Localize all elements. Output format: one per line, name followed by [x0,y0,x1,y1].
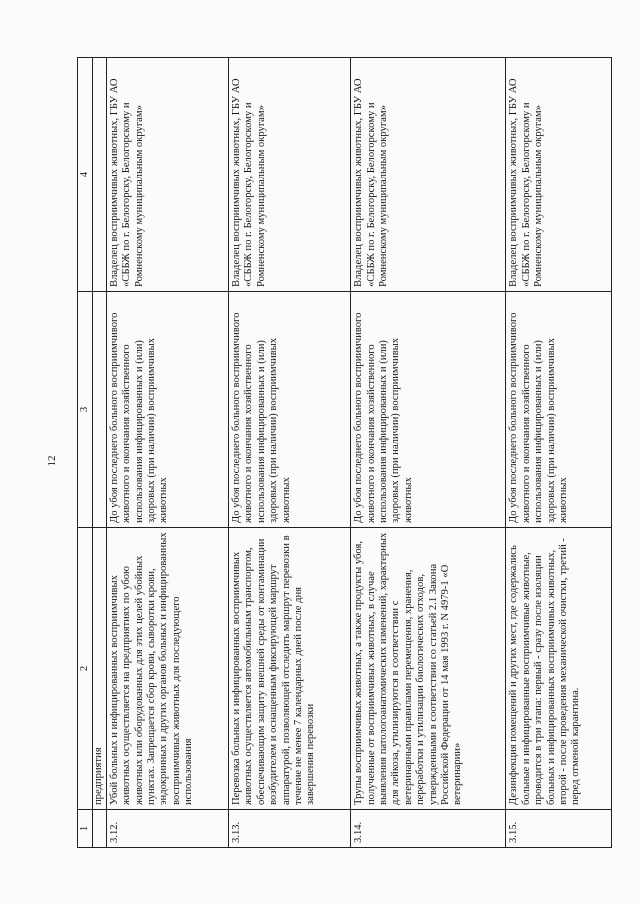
table-row [351,58,506,848]
header-col-4: 4 [78,58,93,292]
table-row [228,58,350,848]
row-action: Дезинфекция помещений и других мест, где содержались больные и инфицированные восприимчивые животные, проводится в три этапа: первый - сразу после изоляции больных и инфицированных восприимчивых животных, второй - после проведения механической очистки, третий - перед отменой карантина. [506,528,612,810]
page-number: 12 [46,455,58,467]
row-responsible: Владелец восприимчивых животных, ГБУ АО «СББЖ по г. Белогорску, Белогорскому и Ромненскому муниципальным округам» [351,58,506,292]
row-action: Убой больных и инфицированных восприимчивых животных осуществляется на предприятиях по убою животных или оборудованных для этих целей убойных пунктах. Запрещается сбор крови, сыворотки крови, эндокринных и других органов больных и инфицированных восприимчивых животных для последующего использования [106,528,228,810]
row-number: 3.15. [506,810,612,848]
header-col-1: 1 [78,810,93,848]
row-term: До убоя последнего больного восприимчивого животного и окончания хозяйственного использования инфицированных и (или) здоровых (при наличии) восприимчивых животных [106,292,228,528]
continuation-row [93,58,106,848]
row-number: 3.14. [351,810,506,848]
table-region [77,58,612,848]
continuation-num [93,810,106,848]
row-term: До убоя последнего больного восприимчивого животного и окончания хозяйственного использования инфицированных и (или) здоровых (при наличии) восприимчивых животных [228,292,350,528]
row-term: До убоя последнего больного восприимчивого животного и окончания хозяйственного использования инфицированных и (или) здоровых (при наличии) восприимчивых животных [351,292,506,528]
row-action: Перевозка больных и инфицированных восприимчивых животных осуществляется автомобильным транспортом, обеспечивающим защиту внешней среды от контаминации возбудителем и оснащенным фиксирующей маршрут аппаратурой, позволяющей отследить маршрут перевозки в течение не менее 7 календарных дней после дня завершения перевозки [228,528,350,810]
row-number: 3.12. [106,810,228,848]
row-responsible: Владелец восприимчивых животных, ГБУ АО «СББЖ по г. Белогорску, Белогорскому и Ромненскому муниципальным округам» [228,58,350,292]
rotated-table-container [77,58,612,848]
table-row [106,58,228,848]
row-action: Трупы восприимчивых животных, а также продукты убоя, полученные от восприимчивых животных, в случае выявления патологоанатомических изменений, характерных для лейкоза, утилизируются в соответствии с ветеринарными правилами перемещения, хранения, переработки и утилизации биологических отходов, утвержденными в соответствии со статьей 2.1 Закона Российской Федерации от 14 мая 1993 г. N 4979-1 «О ветеринарии» [351,528,506,810]
row-number: 3.13. [228,810,350,848]
header-col-2: 2 [78,528,93,810]
table-row [506,58,612,848]
header-col-3: 3 [78,292,93,528]
measures-table [77,57,612,848]
continuation-term [93,292,106,528]
row-responsible: Владелец восприимчивых животных, ГБУ АО «СББЖ по г. Белогорску, Белогорскому и Ромненскому муниципальным округам» [106,58,228,292]
continuation-text: предприятия [93,528,106,810]
row-term: До убоя последнего больного восприимчивого животного и окончания хозяйственного использования инфицированных и (или) здоровых (при наличии) восприимчивых животных [506,292,612,528]
row-responsible: Владелец восприимчивых животных, ГБУ АО «СББЖ по г. Белогорску, Белогорскому и Ромненскому муниципальным округам» [506,58,612,292]
continuation-responsible [93,58,106,292]
header-row [78,58,93,848]
